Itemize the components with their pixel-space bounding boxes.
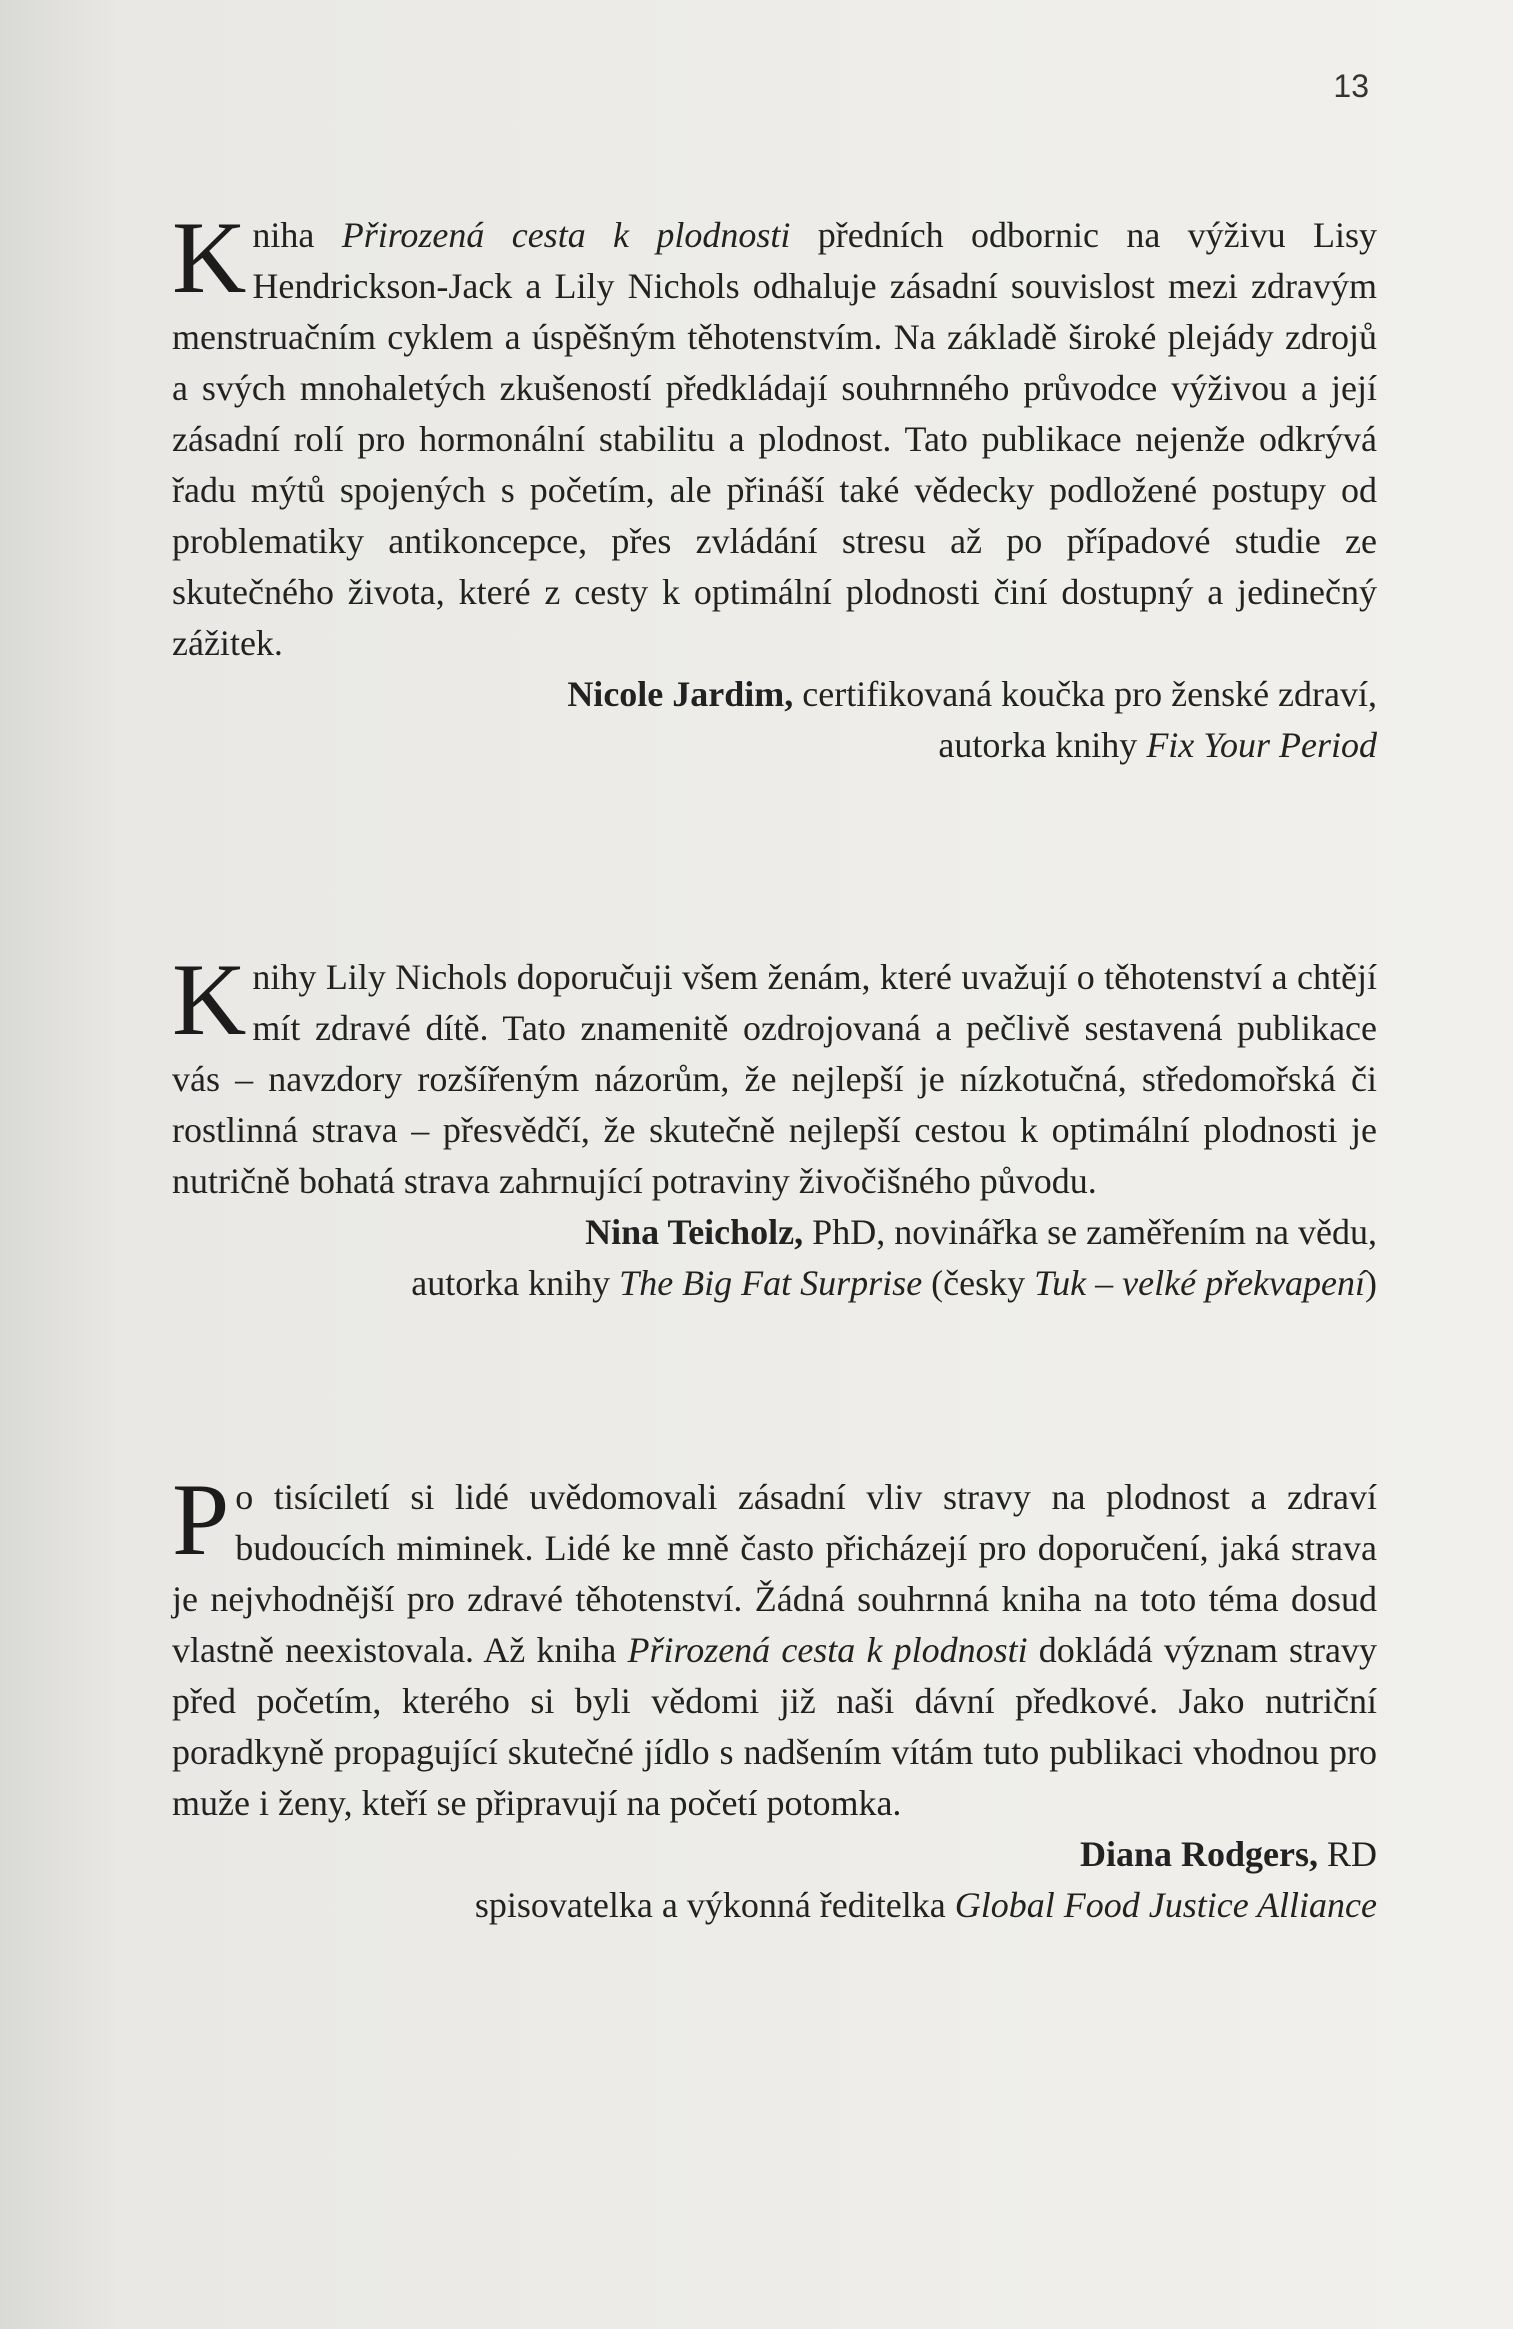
- attribution-line-1: [172, 1829, 1377, 1880]
- endorsement-text: [172, 201, 1377, 669]
- attribution-text: autorka knihy: [411, 1263, 620, 1303]
- endorsement-text: [172, 943, 1377, 1207]
- attribution-text: autorka knihy: [938, 725, 1147, 765]
- endorsement-text: [172, 1463, 1377, 1829]
- attribution-line-2: [172, 1880, 1377, 1931]
- organization-name: Global Food Justice Alliance: [954, 1885, 1377, 1925]
- author-book-title: Fix Your Period: [1146, 725, 1377, 765]
- author-role: PhD, novinářka se zaměřením na vědu,: [803, 1212, 1377, 1252]
- author-name: Nina Teicholz,: [585, 1212, 804, 1252]
- attribution-line-2: [172, 1258, 1377, 1309]
- book-title: Přirozená cesta k plodnosti: [341, 215, 791, 255]
- endorsement-text-part: předních odbornic na výživu Lisy Hendrickson-Jack a Lily Nichols odhaluje zásadní souvislost mezi zdravým menstruačním cyklem a úspěšným těhotenstvím. Na základě široké plejády zdrojů a svých mnohaletých zkušeností předkládají souhrnného průvodce výživou a její zásadní rolí pro hormonální stabilitu a plodnost. Tato publikace nejenže odkrývá řadu mýtů spojených s početím, ale přináší také vědecky podložené postupy od problematiky antikoncepce, přes zvládání stresu až po případové studie ze skutečného života, které z cesty k optimální plodnosti činí dostupný a jedinečný zážitek.: [172, 215, 1377, 663]
- attribution-text: spisovatelka a výkonná ředitelka: [474, 1885, 955, 1925]
- endorsement-text-part: nihy Lily Nichols doporučuji všem ženám, které uvažují o těhotenství a chtějí mít zdravé dítě. Tato znamenitě ozdrojovaná a pečlivě sestavená publikace vás – navzdory rozšířeným názorům, že nejlepší je nízkotučná, středomořská či rostlinná strava – přesvědčí, že skutečně nejlepší cestou k optimální plodnosti je nutričně bohatá strava zahrnující potraviny živočišného původu.: [172, 957, 1377, 1201]
- endorsement-text-part: o tisíciletí si lidé uvědomovali zásadní vliv stravy na plodnost a zdraví budoucích miminek. Lidé ke mně často přicházejí pro doporučení, jaká strava je nejvhodnější pro zdravé těhotenství. Žádná souhrnná kniha na toto téma dosud vlastně neexistovala. Až kniha: [172, 1477, 1377, 1670]
- attribution-text: (česky: [922, 1263, 1035, 1303]
- endorsement-2: [172, 943, 1377, 1309]
- attribution-text: ): [1365, 1263, 1377, 1303]
- page-number: 13: [1333, 68, 1369, 104]
- endorsement-1: [172, 201, 1377, 771]
- drop-cap: K: [172, 201, 247, 315]
- endorsement-text-part: dokládá význam stravy před početím, kterého si byli vědomi již naši dávní předkové. Jako nutriční poradkyně propagující skutečné jídlo s nadšením vítám tuto publikaci vhodnou pro muže i ženy, kteří se připravují na početí potomka.: [172, 1630, 1377, 1823]
- author-role: certifikovaná koučka pro ženské zdraví,: [793, 674, 1377, 714]
- author-role: RD: [1317, 1834, 1377, 1874]
- author-name: Diana Rodgers,: [1079, 1834, 1318, 1874]
- endorsement-text-part: niha: [252, 215, 342, 255]
- endorsement-3: [172, 1463, 1377, 1931]
- attribution-line-1: [172, 1207, 1377, 1258]
- attribution-line-1: [172, 669, 1377, 720]
- book-title: Přirozená cesta k plodnosti: [627, 1630, 1028, 1670]
- author-name: Nicole Jardim,: [567, 674, 794, 714]
- author-book-title-czech: Tuk – velké překvapení: [1034, 1263, 1365, 1303]
- author-book-title: The Big Fat Surprise: [619, 1263, 923, 1303]
- drop-cap: K: [172, 943, 247, 1057]
- drop-cap: P: [172, 1463, 230, 1577]
- attribution-line-2: [172, 720, 1377, 771]
